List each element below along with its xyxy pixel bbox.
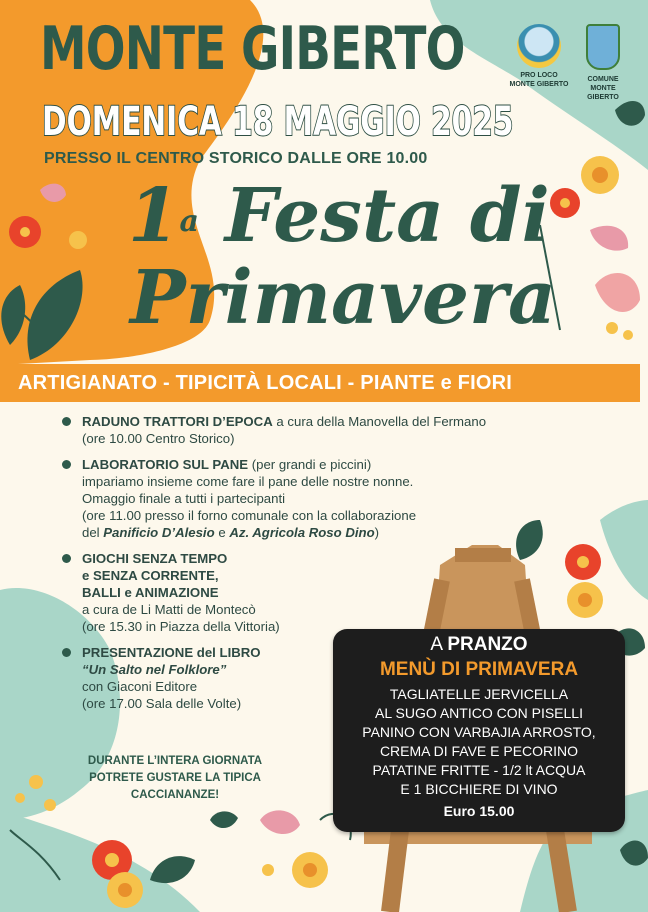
event-desc: (per grandi e piccini) [248,457,372,472]
menu-header [333,634,625,656]
menu-a: A [430,634,448,655]
tipica-line: DURANTE L’INTERA GIORNATA [87,755,263,767]
proloco-emblem-icon [517,24,561,68]
event-item-giochi [62,550,582,635]
comune-crest-icon [586,24,620,70]
tipica-line: POTRETE GUSTARE LA TIPICA [89,772,261,784]
event-desc-line: a cura de Li Matti de Montecò [82,602,256,617]
event-desc-line: impariamo insieme come fare il pane delle nostre nonne. [82,474,414,489]
category-banner-text: ARTIGIANATO - TIPICITÀ LOCALI - PIANTE e FIORI [18,372,513,394]
event-title: RADUNO TRATTORI D’EPOCA [82,414,273,429]
comune-label-1: COMUNE [587,76,619,83]
festa-title-line1 [128,173,550,259]
text-fragment: ) [374,525,380,540]
event-title: GIOCHI SENZA TEMPO [82,551,228,566]
event-item-pane [62,456,582,541]
menu-price: Euro 15.00 [443,803,515,819]
proloco-label-1: PRO LOCO [520,72,558,79]
event-title: BALLI e ANIMAZIONE [82,585,219,600]
menu-item: E 1 BICCHIERE DI VINO [400,781,558,797]
menu-item: TAGLIATELLE JERVICELLA [389,686,569,702]
event-item-trattori [62,413,582,447]
event-desc-line: (ore 11.00 presso il forno comunale con la collaborazione [82,508,417,523]
menu-item: PATATINE FRITTE - 1/2 lt ACQUA [372,762,586,778]
menu-title: MENÙ DI PRIMAVERA [379,659,579,680]
event-time: (ore 15.30 in Piazza della Vittoria) [82,619,280,634]
text-fragment: e [214,525,230,540]
menu-item: AL SUGO ANTICO CON PISELLI [375,705,583,721]
tipica-note [70,753,280,804]
event-title: e SENZA CORRENTE, [82,568,219,583]
event-title: PRESENTAZIONE del LIBRO [82,645,261,660]
event-date: DOMENICA 18 MAGGIO 2025 [42,99,514,145]
comune-label-2: MONTE GIBERTO [587,85,619,101]
bullet-icon [62,417,71,426]
event-desc-line: con Giaconi Editore [82,679,198,694]
location-time: PRESSO IL CENTRO STORICO DALLE ORE 10.00 [44,150,428,167]
festa-title-line2: Primavera [130,255,557,341]
town-name: MONTE GIBERTO [40,14,465,84]
bullet-icon [62,648,71,657]
text-fragment: del [82,525,104,540]
event-desc: a cura della Manovella del Fermano [272,414,487,429]
bullet-icon [62,554,71,563]
event-desc-line: Omaggio finale a tutti i partecipanti [82,491,286,506]
menu-item: PANINO CON VARBAJIA ARROSTO, [362,724,596,740]
title-ordinal: 1 [128,173,180,259]
partner-name: Az. Agricola Roso Dino [229,525,375,540]
book-title: “Un Salto nel Folklore” [82,662,227,677]
proloco-logo [508,24,570,89]
event-time: (ore 17.00 Sala delle Volte) [82,696,242,711]
partner-name: Panificio D’Alesio [103,525,215,540]
menu-item: CREMA DI FAVE E PECORINO [379,743,579,759]
title-ordinal-suffix: a [179,204,199,239]
proloco-label-2: MONTE GIBERTO [509,81,569,88]
tipica-line: CACCIANANZE! [130,789,220,801]
event-title: LABORATORIO SUL PANE [82,457,249,472]
menu-pranzo: PRANZO [447,634,528,655]
title-line1-text: Festa di [224,173,550,259]
event-desc-line [82,524,582,541]
comune-logo [574,24,632,102]
event-time: (ore 10.00 Centro Storico) [82,431,235,446]
bullet-icon [62,460,71,469]
